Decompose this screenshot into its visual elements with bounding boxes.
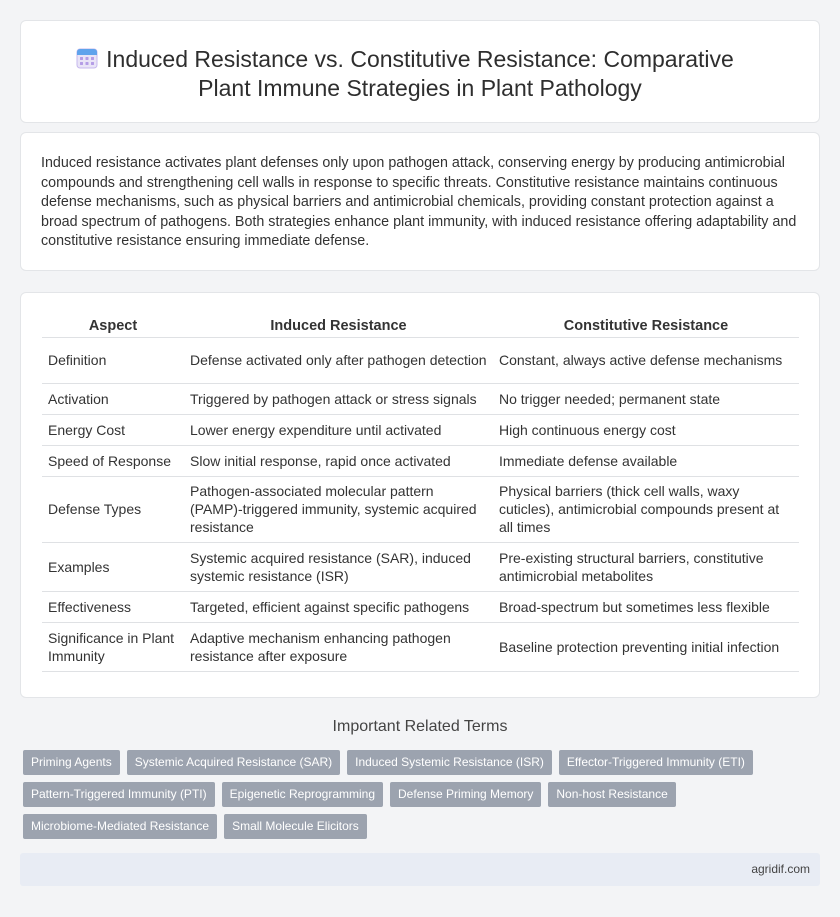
tag-priming-agents[interactable]: Priming Agents bbox=[23, 750, 120, 775]
cell-constitutive: No trigger needed; permanent state bbox=[493, 383, 799, 414]
table-row bbox=[42, 414, 799, 445]
cell-aspect: Speed of Response bbox=[42, 445, 184, 476]
page-title-line-1: Induced Resistance vs. Constitutive Resistance: Comparative bbox=[106, 46, 734, 72]
tag-non-host-resistance[interactable]: Non-host Resistance bbox=[548, 782, 675, 807]
cell-induced: Targeted, efficient against specific pathogens bbox=[184, 591, 493, 622]
comparison-table bbox=[42, 315, 799, 672]
table-row bbox=[42, 337, 799, 383]
header-induced: Induced Resistance bbox=[184, 315, 493, 337]
cell-induced: Systemic acquired resistance (SAR), induced systemic resistance (ISR) bbox=[184, 542, 493, 591]
tag-sar[interactable]: Systemic Acquired Resistance (SAR) bbox=[127, 750, 340, 775]
comparison-card bbox=[20, 292, 820, 698]
page-title bbox=[21, 45, 819, 103]
table-row bbox=[42, 445, 799, 476]
table-row bbox=[42, 622, 799, 671]
cell-induced: Triggered by pathogen attack or stress signals bbox=[184, 383, 493, 414]
cell-constitutive: Pre-existing structural barriers, constitutive antimicrobial metabolites bbox=[493, 542, 799, 591]
table-row bbox=[42, 591, 799, 622]
tag-small-molecule-elicitors[interactable]: Small Molecule Elicitors bbox=[224, 814, 367, 839]
table-row bbox=[42, 383, 799, 414]
tag-pti[interactable]: Pattern-Triggered Immunity (PTI) bbox=[23, 782, 215, 807]
cell-constitutive: Constant, always active defense mechanisms bbox=[493, 337, 799, 383]
cell-constitutive: Immediate defense available bbox=[493, 445, 799, 476]
tag-epigenetic-reprogramming[interactable]: Epigenetic Reprogramming bbox=[222, 782, 383, 807]
cell-aspect: Examples bbox=[42, 542, 184, 591]
tag-microbiome-mediated-resistance[interactable]: Microbiome-Mediated Resistance bbox=[23, 814, 217, 839]
footer-site[interactable]: agridif.com bbox=[751, 862, 810, 876]
tag-isr[interactable]: Induced Systemic Resistance (ISR) bbox=[347, 750, 552, 775]
cell-aspect: Significance in Plant Immunity bbox=[42, 622, 184, 671]
cell-induced: Adaptive mechanism enhancing pathogen resistance after exposure bbox=[184, 622, 493, 671]
cell-induced: Defense activated only after pathogen detection bbox=[184, 337, 493, 383]
cell-aspect: Energy Cost bbox=[42, 414, 184, 445]
summary-card bbox=[20, 132, 820, 271]
summary-text: Induced resistance activates plant defenses only upon pathogen attack, conserving energy by producing antimicrobial compounds and strengthening cell walls in response to specific threats. Constitutive resistance maintains continuous defense mechanisms, such as physical barriers and antimicrobial chemicals, providing constant protection against a broad spectrum of pathogens. Both strategies enhance plant immunity, with induced resistance offering adaptability and constitutive resistance ensuring immediate defense. bbox=[41, 155, 797, 250]
cell-constitutive: Physical barriers (thick cell walls, waxy cuticles), antimicrobial compounds present at all times bbox=[493, 476, 799, 542]
table-header-row bbox=[42, 315, 799, 337]
cell-aspect: Defense Types bbox=[42, 476, 184, 542]
tag-defense-priming-memory[interactable]: Defense Priming Memory bbox=[390, 782, 541, 807]
header-aspect: Aspect bbox=[42, 315, 184, 337]
related-terms-title: Important Related Terms bbox=[332, 718, 508, 735]
tag-eti[interactable]: Effector-Triggered Immunity (ETI) bbox=[559, 750, 753, 775]
table-row bbox=[42, 476, 799, 542]
cell-aspect: Definition bbox=[42, 337, 184, 383]
cell-aspect: Activation bbox=[42, 383, 184, 414]
cell-aspect: Effectiveness bbox=[42, 591, 184, 622]
cell-induced: Slow initial response, rapid once activated bbox=[184, 445, 493, 476]
header-constitutive: Constitutive Resistance bbox=[493, 315, 799, 337]
cell-induced: Pathogen-associated molecular pattern (PAMP)-triggered immunity, systemic acquired resistance bbox=[184, 476, 493, 542]
cell-constitutive: Broad-spectrum but sometimes less flexible bbox=[493, 591, 799, 622]
cell-constitutive: High continuous energy cost bbox=[493, 414, 799, 445]
table-row bbox=[42, 542, 799, 591]
cell-induced: Lower energy expenditure until activated bbox=[184, 414, 493, 445]
related-terms-list bbox=[23, 750, 783, 846]
cell-constitutive: Baseline protection preventing initial infection bbox=[493, 622, 799, 671]
footer bbox=[20, 853, 820, 886]
title-card bbox=[20, 20, 820, 123]
page-title-line-2: Plant Immune Strategies in Plant Pathology bbox=[198, 75, 642, 101]
